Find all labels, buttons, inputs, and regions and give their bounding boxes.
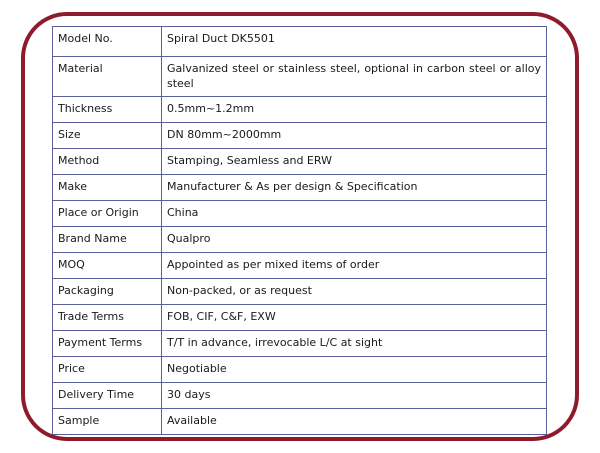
table-row <box>53 305 547 331</box>
row-label: MOQ <box>53 253 162 279</box>
table-row <box>53 27 547 57</box>
row-value: Stamping, Seamless and ERW <box>162 149 547 175</box>
row-label: Sample <box>53 409 162 435</box>
table-row <box>53 253 547 279</box>
table-row <box>53 97 547 123</box>
row-label: Price <box>53 357 162 383</box>
row-label: Place or Origin <box>53 201 162 227</box>
row-value: Spiral Duct DK5501 <box>162 27 547 57</box>
row-label: Thickness <box>53 97 162 123</box>
row-label: Trade Terms <box>53 305 162 331</box>
row-value: China <box>162 201 547 227</box>
row-value: Manufacturer & As per design & Specification <box>162 175 547 201</box>
row-label: Payment Terms <box>53 331 162 357</box>
row-value: FOB, CIF, C&F, EXW <box>162 305 547 331</box>
table-row <box>53 357 547 383</box>
table-row <box>53 175 547 201</box>
row-value: Qualpro <box>162 227 547 253</box>
table-row <box>53 201 547 227</box>
row-value: T/T in advance, irrevocable L/C at sight <box>162 331 547 357</box>
row-value: Negotiable <box>162 357 547 383</box>
row-value: Available <box>162 409 547 435</box>
row-value: DN 80mm~2000mm <box>162 123 547 149</box>
row-value: Appointed as per mixed items of order <box>162 253 547 279</box>
table-row <box>53 149 547 175</box>
table-row <box>53 331 547 357</box>
table-row <box>53 123 547 149</box>
row-value: 30 days <box>162 383 547 409</box>
row-label: Model No. <box>53 27 162 57</box>
table-row <box>53 279 547 305</box>
spec-table <box>52 26 547 435</box>
row-label: Packaging <box>53 279 162 305</box>
row-value: Non-packed, or as request <box>162 279 547 305</box>
row-label: Brand Name <box>53 227 162 253</box>
table-row <box>53 227 547 253</box>
table-row <box>53 383 547 409</box>
row-label: Material <box>53 57 162 97</box>
table-row <box>53 57 547 97</box>
table-row <box>53 409 547 435</box>
row-label: Size <box>53 123 162 149</box>
row-label: Delivery Time <box>53 383 162 409</box>
row-value: Galvanized steel or stainless steel, optional in carbon steel or alloy steel <box>162 57 547 97</box>
row-label: Make <box>53 175 162 201</box>
row-label: Method <box>53 149 162 175</box>
row-value: 0.5mm~1.2mm <box>162 97 547 123</box>
